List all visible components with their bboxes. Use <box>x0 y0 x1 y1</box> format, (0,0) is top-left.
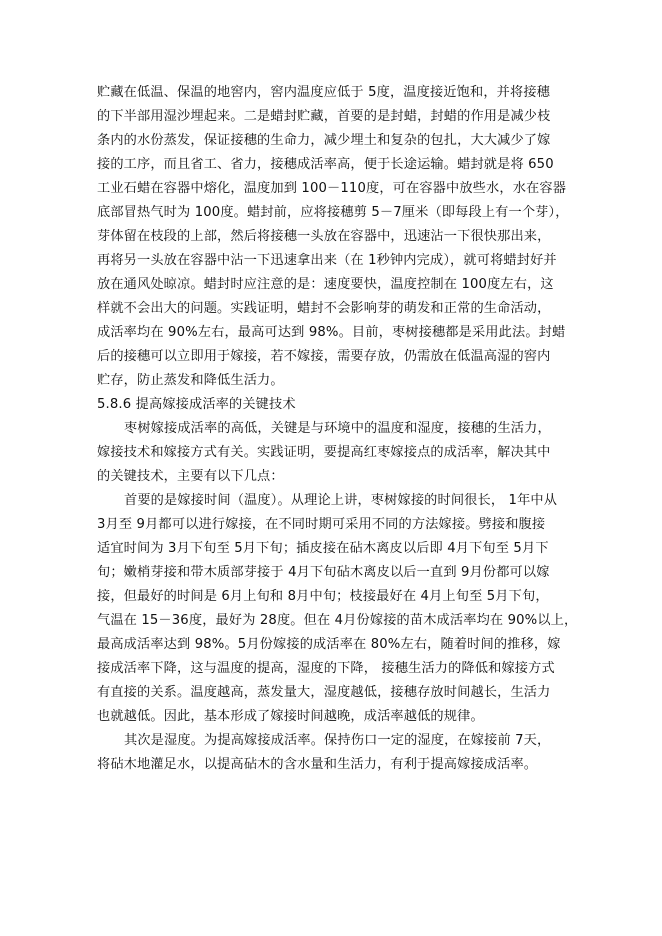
text-line: 工业石蜡在容器中熔化，温度加到 100－110度，可在容器中放些水，水在容器 <box>97 181 567 196</box>
text-line: 样就不会出大的问题。实践证明，蜡封不会影响芽的萌发和正常的生命活动， <box>97 301 551 316</box>
text-line: 条内的水份蒸发，保证接穗的生命力，减少埋土和复杂的包扎，大大减少了嫁 <box>97 133 551 148</box>
text-line: 的下半部用湿沙埋起来。二是蜡封贮藏，首要的是封蜡，封蜡的作用是减少枝 <box>97 109 551 124</box>
text-line: 后的接穗可以立即用于嫁接，若不嫁接，需要存放，仍需放在低温高湿的窖内 <box>97 349 551 364</box>
text-line: 接，但最好的时间是 6月上旬和 8月中旬；枝接最好在 4月上旬至 5月下旬， <box>97 589 549 604</box>
text-line: 适宜时间为 3月下旬至 5月下旬；插皮接在砧木离皮以后即 4月下旬至 5月下 <box>97 541 549 556</box>
text-line: 贮藏在低温、保温的地窖内，窖内温度应低于 5度，温度接近饱和，并将接穗 <box>97 85 551 100</box>
text-line: 其次是湿度。为提高嫁接成活率。保持伤口一定的湿度，在嫁接前 7天， <box>124 733 551 748</box>
text-line: 旬；嫩梢芽接和带木质部芽接于 4月下旬砧木离皮以后一直到 9月份都可以嫁 <box>97 565 550 580</box>
text-line: 接的工序，而且省工、省力，接穗成活率高，便于长途运输。蜡封就是将 650 <box>97 157 554 172</box>
text-line: 贮存，防止蒸发和降低生活力。 <box>97 373 284 388</box>
text-line: 接成活率下降，这与温度的提高，湿度的下降， 接穗生活力的降低和嫁接方式 <box>97 661 555 676</box>
text-line: 放在通风处晾凉。蜡封时应注意的是：速度要快，温度控制在 100度左右，这 <box>97 277 554 292</box>
text-line: 嫁接技术和嫁接方式有关。实践证明，要提高红枣嫁接点的成活率，解决其中 <box>97 445 551 460</box>
text-line: 芽体留在枝段的上部，然后将接穗一头放在容器中，迅速沾一下很快那出来， <box>97 229 551 244</box>
text-line: 3月至 9月都可以进行嫁接，在不同时期可采用不同的方法嫁接。劈接和腹接 <box>97 517 546 532</box>
text-line: 将砧木地灌足水，以提高砧木的含水量和生活力，有利于提高嫁接成活率。 <box>97 757 538 772</box>
text-line: 最高成活率达到 98%。5月份嫁接的成活率在 80%左右，随着时间的推移，嫁 <box>97 637 561 652</box>
text-line: 枣树嫁接成活率的高低，关键是与环境中的温度和湿度，接穗的生活力， <box>124 421 551 436</box>
text-line: 成活率均在 90%左右，最高可达到 98%。目前，枣树接穗都是采用此法。封蜡 <box>97 325 566 340</box>
section-heading: 5.8.6 提高嫁接成活率的关键技术 <box>97 397 296 412</box>
text-line: 也就越低。因此，基本形成了嫁接时间越晚，成活率越低的规律。 <box>97 709 484 724</box>
text-line: 首要的是嫁接时间（温度）。从理论上讲，枣树嫁接的时间很长， 1年中从 <box>124 493 558 508</box>
text-line: 底部冒热气时为 100度。蜡封前，应将接穗剪 5－7厘米（即每段上有一个芽）， <box>97 205 569 220</box>
text-line: 有直接的关系。温度越高，蒸发量大，湿度越低，接穗存放时间越长，生活力 <box>97 685 551 700</box>
text-line: 气温在 15－36度，最好为 28度。但在 4月份嫁接的苗木成活率均在 90%以上， <box>97 613 578 628</box>
text-line: 的关键技术，主要有以下几点： <box>97 469 284 484</box>
text-line: 再将另一头放在容器中沾一下迅速拿出来（在 1秒钟内完成），就可将蜡封好并 <box>97 253 557 268</box>
